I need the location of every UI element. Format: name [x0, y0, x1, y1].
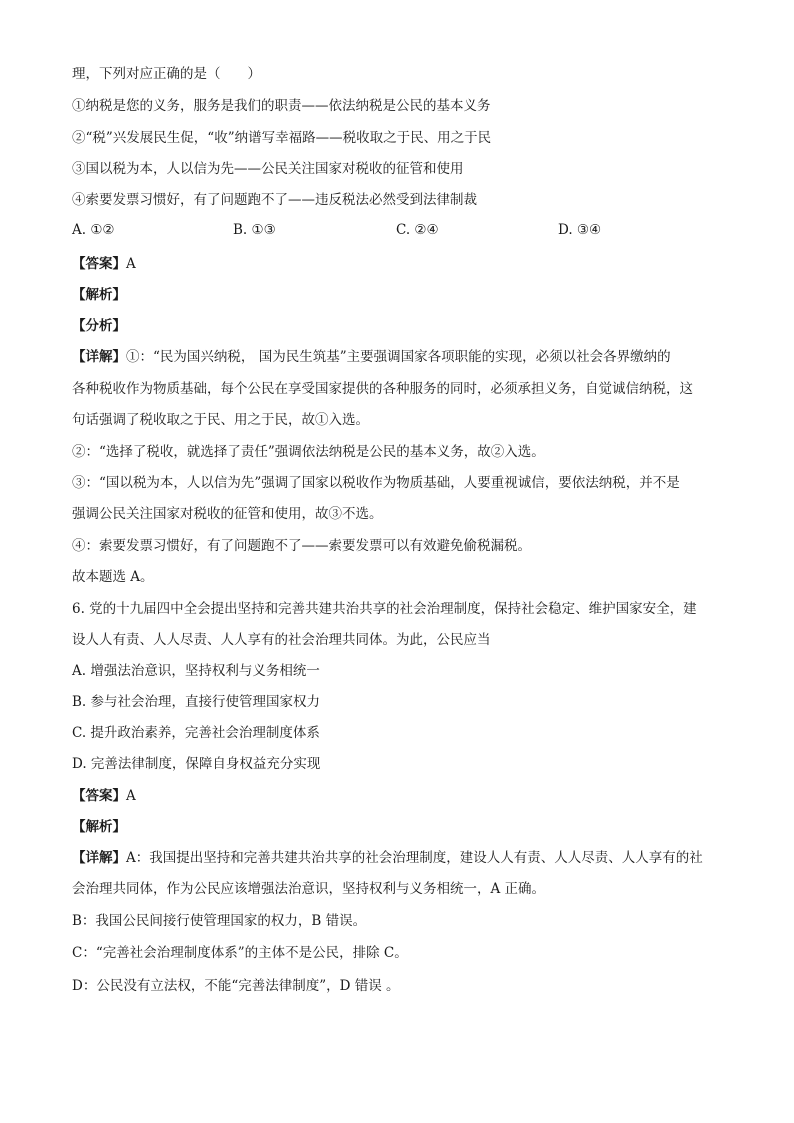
- q5-detail-line-2: 各种税收作为物质基础，每个公民在享受国家提供的各种服务的同时，必须承担义务，自觉诚信纳税，这: [72, 381, 693, 397]
- q6-answer: [72, 786, 136, 806]
- q6-detail-line-4: C：“完善社会治理制度体系”的主体不是公民，排除 C。: [72, 945, 408, 961]
- q6-detail-line-3: B：我国公民间接行使管理国家的权力，B 错误。: [72, 913, 367, 929]
- q5-detail-line-7: ④：索要发票习惯好，有了问题跑不了——索要发票可以有效避免偷税漏税。: [72, 538, 531, 554]
- q5-item-3: ③国以税为本，人以信为先——公民关注国家对税收的征管和使用: [72, 161, 464, 177]
- detail-label: 【详解】: [72, 349, 126, 365]
- q5-detail-line-5: ③：“国以税为本，人以信为先”强调了国家以税收作为物质基础，人要重视诚信，要依法纳税，并不是: [72, 475, 680, 491]
- answer-label: 【答案】: [72, 256, 126, 272]
- q6-detail-line-2: 会治理共同体，作为公民应该增强法治意识，坚持权利与义务相统一，A 正确。: [72, 881, 546, 897]
- q5-option-c: C. ②④: [396, 222, 439, 238]
- q5-analysis-label: 【解析】: [72, 287, 126, 303]
- q5-fenxi-label: 【分析】: [72, 318, 126, 334]
- q5-detail-line-1: [72, 347, 671, 367]
- q6-stem-line-2: 设人人有责、人人尽责、人人享有的社会治理共同体。为此，公民应当: [72, 632, 491, 648]
- detail-label: 【详解】: [72, 850, 126, 866]
- q6-detail-line-5: D：公民没有立法权，不能“完善法律制度”，D 错误 。: [72, 978, 400, 994]
- q5-detail-line-3: 句话强调了税收取之于民、用之于民，故①入选。: [72, 412, 369, 428]
- q6-option-b: B. 参与社会治理，直接行使管理国家权力: [72, 694, 321, 710]
- q5-item-2: ②“税”兴发展民生促，“收”纳谱写幸福路——税收取之于民、用之于民: [72, 130, 492, 146]
- q6-option-d: D. 完善法律制度，保障自身权益充分实现: [72, 756, 321, 772]
- q5-answer: [72, 254, 136, 274]
- answer-value: A: [126, 788, 136, 804]
- q5-option-a: A. ①②: [72, 222, 115, 238]
- q5-item-1: ①纳税是您的义务，服务是我们的职责——依法纳税是公民的基本义务: [72, 98, 491, 114]
- detail-text: ①：“民为国兴纳税， 国为民生筑基”主要强调国家各项职能的实现，必须以社会各界缴纳的: [126, 349, 671, 365]
- answer-value: A: [126, 256, 136, 272]
- q6-option-a: A. 增强法治意识，坚持权利与义务相统一: [72, 663, 320, 679]
- q5-option-d: D. ③④: [558, 222, 602, 238]
- q5-detail-line-8: 故本题选 A。: [72, 569, 154, 585]
- q5-detail-line-4: ②：“选择了税收，就选择了责任”强调依法纳税是公民的基本义务，故②入选。: [72, 444, 545, 460]
- q6-analysis-label: 【解析】: [72, 819, 126, 835]
- q5-stem-tail: 理，下列对应正确的是（ ）: [72, 66, 261, 82]
- q5-option-b: B. ①③: [233, 222, 276, 238]
- detail-text: A：我国提出坚持和完善共建共治共享的社会治理制度，建设人人有责、人人尽责、人人享有的社: [126, 850, 703, 866]
- q6-option-c: C. 提升政治素养，完善社会治理制度体系: [72, 725, 320, 741]
- q5-detail-line-6: 强调公民关注国家对税收的征管和使用，故③不选。: [72, 506, 383, 522]
- q6-detail-line-1: [72, 848, 703, 868]
- q6-stem-line-1: 6. 党的十九届四中全会提出坚持和完善共建共治共享的社会治理制度，保持社会稳定、维护国家安全，建: [72, 601, 697, 617]
- answer-label: 【答案】: [72, 788, 126, 804]
- q5-item-4: ④索要发票习惯好，有了问题跑不了——违反税法必然受到法律制裁: [72, 192, 477, 208]
